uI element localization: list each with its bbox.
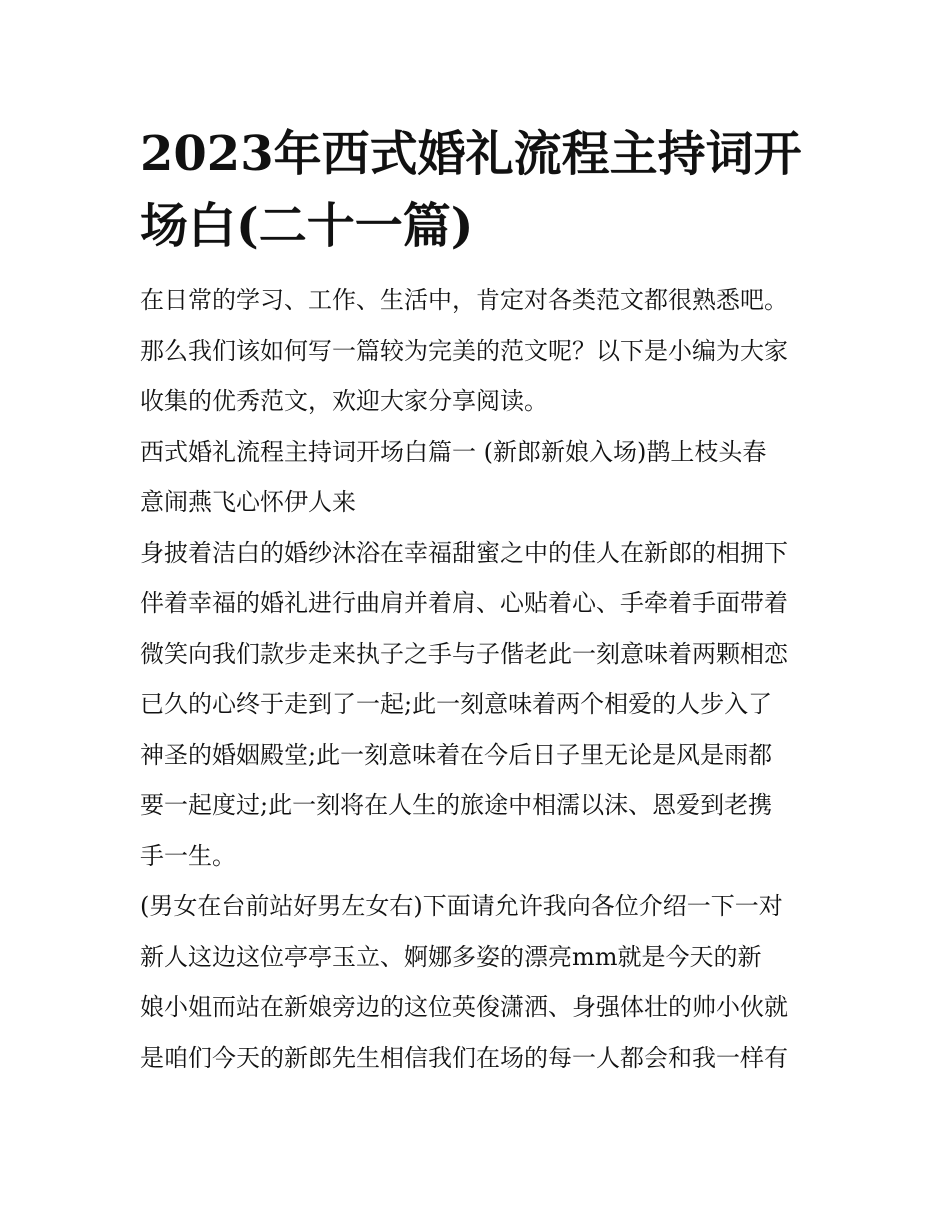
body-line: 神圣的婚姻殿堂;此一刻意味着在今后日子里无论是风是雨都 xyxy=(140,740,773,769)
body-line: 娘小姐而站在新娘旁边的这位英俊潇洒、身强体壮的帅小伙就 xyxy=(140,993,788,1021)
body-line: 在日常的学习、工作、生活中，肯定对各类范文都很熟悉吧。 xyxy=(140,286,788,314)
section-heading-line: 意闹燕飞心怀伊人来 xyxy=(140,488,356,516)
body-line: 微笑向我们款步走来执子之手与子偕老此一刻意味着两颗相恋 xyxy=(140,639,788,668)
title-line: 2023年西式婚礼流程主持词开 xyxy=(140,126,802,182)
body-line: 是咱们今天的新郎先生相信我们在场的每一人都会和我一样有 xyxy=(140,1043,788,1072)
body-line: 手一生。 xyxy=(140,841,236,870)
body-line: (男女在台前站好男左女右)下面请允许我向各位介绍一下一对 xyxy=(140,892,783,920)
title-line: 场白(二十一篇) xyxy=(140,198,474,254)
section-heading-line: 西式婚礼流程主持词开场白篇一 (新郎新娘入场)鹊上枝头春 xyxy=(140,437,767,466)
body-line: 要一起度过;此一刻将在人生的旅途中相濡以沫、恩爱到老携 xyxy=(140,791,773,819)
body-line: 身披着洁白的婚纱沐浴在幸福甜蜜之中的佳人在新郎的相拥下 xyxy=(140,538,788,567)
body-line: 已久的心终于走到了一起;此一刻意味着两个相爱的人步入了 xyxy=(140,690,773,718)
body-line: 那么我们该如何写一篇较为完美的范文呢？以下是小编为大家 xyxy=(140,336,788,365)
body-line: 新人这边这位亭亭玉立、婀娜多姿的漂亮mm就是今天的新 xyxy=(140,942,762,971)
document-body xyxy=(140,275,820,1083)
body-line: 伴着幸福的婚礼进行曲肩并着肩、心贴着心、手牵着手面带着 xyxy=(140,589,788,617)
document-title xyxy=(140,118,820,262)
body-line: 收集的优秀范文，欢迎大家分享阅读。 xyxy=(140,387,548,415)
document-content xyxy=(140,118,820,1083)
